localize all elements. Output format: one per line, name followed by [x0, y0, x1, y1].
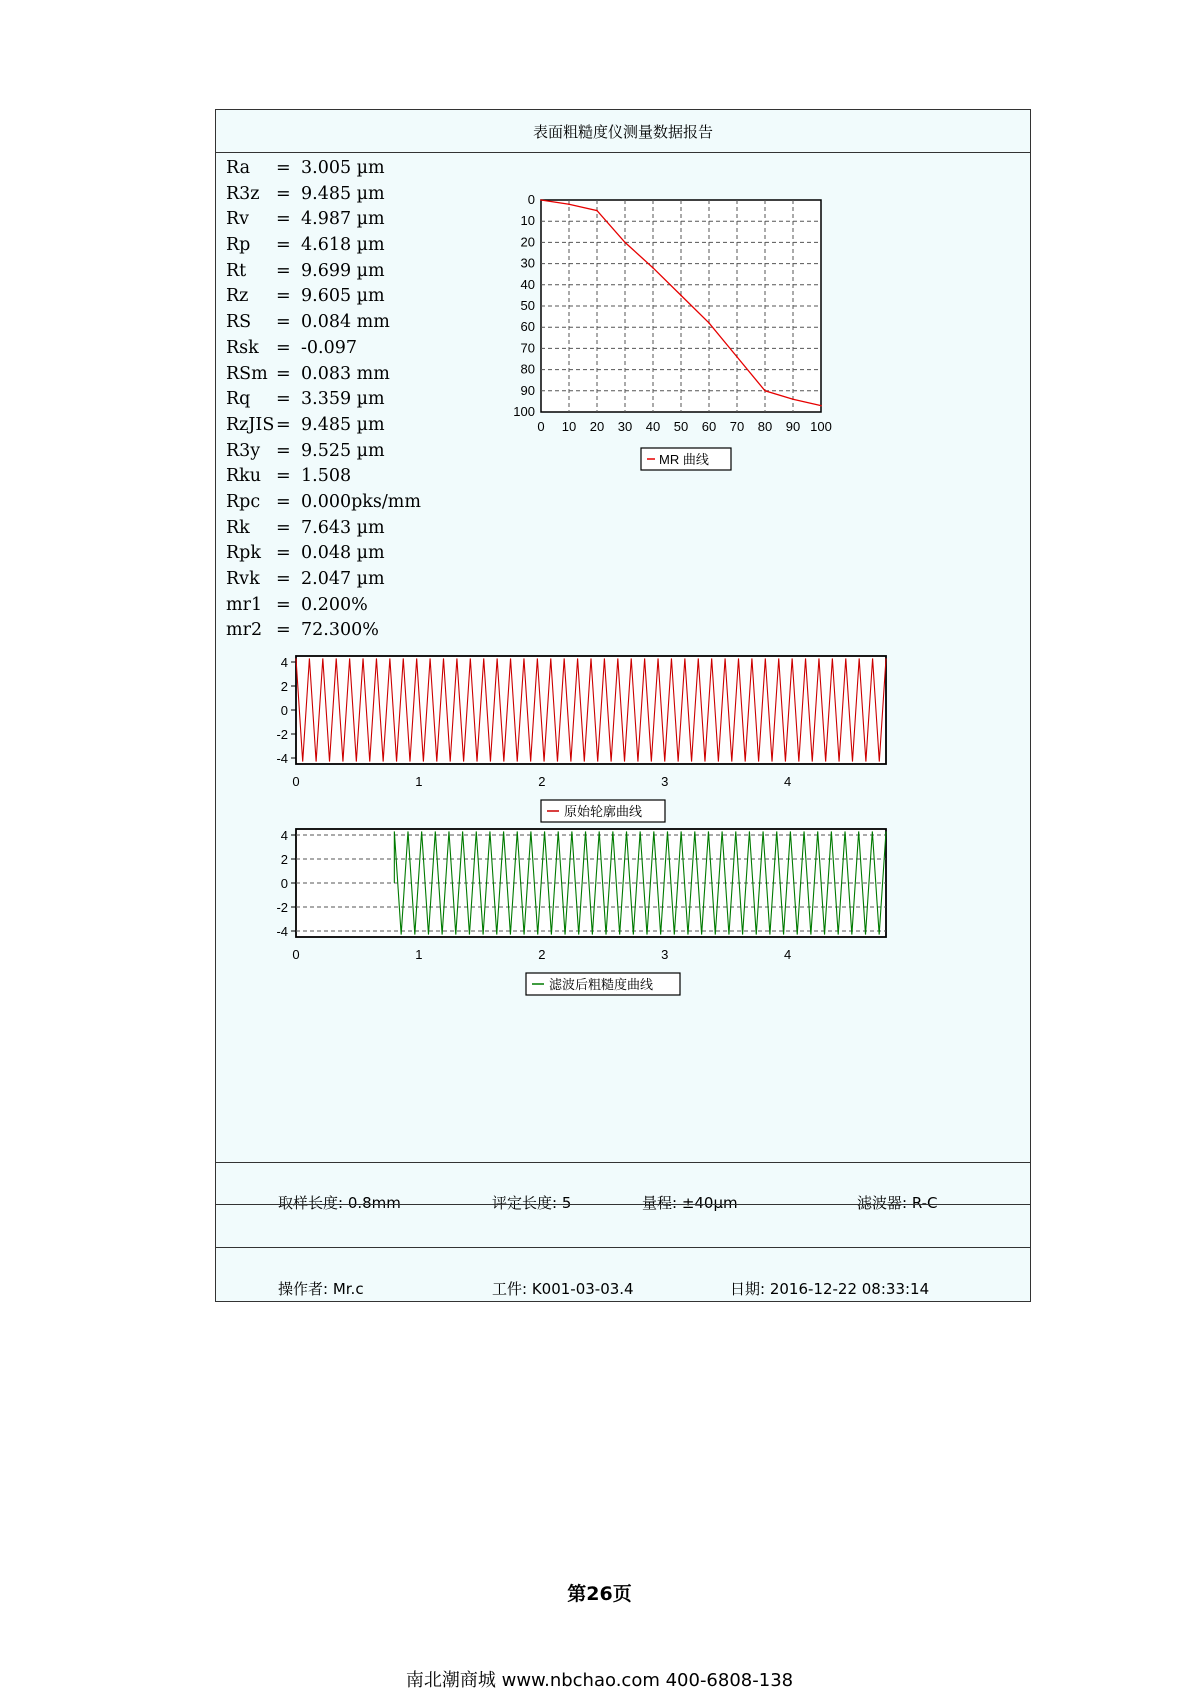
- param-equals: =: [276, 235, 291, 256]
- param-value: 7.643 µm: [301, 517, 385, 538]
- param-equals: =: [276, 543, 291, 564]
- raw-x-tick-label: 0: [292, 774, 300, 789]
- mr-data-point: [540, 199, 542, 201]
- mr-x-tick-label: 70: [729, 419, 745, 434]
- mr-y-tick-label: 30: [520, 255, 535, 271]
- param-value: 0.048 µm: [301, 543, 385, 564]
- param-equals: =: [276, 158, 291, 178]
- param-value: 9.485 µm: [301, 414, 385, 435]
- measurement-range: 量程: ±40µm: [642, 1194, 738, 1212]
- raw-x-tick-label: 1: [415, 774, 423, 789]
- raw-y-tick-label: 2: [280, 679, 288, 694]
- mr-y-tick-label: 90: [520, 382, 535, 398]
- raw-y-tick-label: 0: [280, 703, 288, 718]
- mr-y-tick-label: 10: [520, 213, 535, 229]
- mr-data-point: [820, 405, 822, 407]
- raw-x-tick-label: 4: [784, 774, 792, 789]
- param-equals: =: [276, 260, 291, 281]
- filtered-roughness-chart: [266, 824, 866, 994]
- filtered-legend-label: 滤波后粗糙度曲线: [549, 977, 654, 992]
- title-divider: [216, 152, 1030, 153]
- param-equals: =: [276, 209, 291, 230]
- mr-y-tick-label: 100: [513, 404, 535, 419]
- mr-x-tick-label: 60: [701, 419, 717, 434]
- mr-x-tick-label: 40: [645, 419, 661, 434]
- param-value: 3.359 µm: [301, 389, 385, 410]
- raw-y-tick-label: -4: [276, 751, 288, 766]
- mr-x-tick-label: 80: [757, 419, 773, 434]
- mr-x-tick-label: 100: [810, 419, 832, 434]
- param-equals: =: [276, 517, 291, 538]
- filtered-y-tick-label: -4: [276, 924, 288, 939]
- param-name: Rp: [226, 235, 251, 256]
- mr-data-point: [736, 356, 738, 358]
- param-name: RSm: [226, 363, 268, 384]
- filtered-x-tick-label: 2: [538, 947, 546, 962]
- report-date: 日期: 2016-12-22 08:33:14: [730, 1280, 930, 1298]
- param-name: Rq: [226, 389, 251, 410]
- filter-type: 滤波器: R-C: [857, 1194, 938, 1212]
- mr-y-tick-label: 0: [527, 192, 535, 207]
- param-name: mr2: [226, 620, 263, 641]
- param-equals: =: [276, 286, 291, 307]
- filtered-x-tick-label: 3: [661, 947, 669, 962]
- mr-x-tick-label: 10: [561, 419, 577, 434]
- param-value: 3.005 µm: [301, 158, 385, 178]
- param-equals: =: [276, 363, 291, 384]
- filtered-y-tick-label: -2: [276, 900, 288, 915]
- param-value: 9.605 µm: [301, 286, 385, 307]
- raw-y-tick-label: 4: [280, 655, 288, 670]
- mr-x-tick-label: 50: [673, 419, 689, 434]
- filtered-x-tick-label: 1: [415, 947, 423, 962]
- param-equals: =: [276, 337, 291, 358]
- param-name: RS: [226, 312, 252, 333]
- mr-y-tick-label: 60: [520, 319, 535, 335]
- raw-y-tick-label: -2: [276, 727, 288, 742]
- param-equals: =: [276, 491, 291, 512]
- mr-data-point: [708, 322, 710, 324]
- param-name: Rpk: [226, 543, 261, 564]
- workpiece: 工件: K001-03-03.4: [492, 1280, 634, 1298]
- param-value: 0.200%: [301, 594, 368, 615]
- mr-y-tick-label: 20: [520, 234, 535, 250]
- param-value: -0.097: [301, 337, 358, 358]
- param-equals: =: [276, 440, 291, 461]
- mr-curve-chart: [506, 190, 832, 467]
- mr-data-point: [792, 398, 794, 400]
- raw-x-tick-label: 2: [538, 774, 546, 789]
- param-value: 9.699 µm: [301, 260, 385, 281]
- mr-data-point: [652, 267, 654, 269]
- mr-y-tick-label: 70: [520, 340, 535, 356]
- mr-x-tick-label: 30: [617, 419, 633, 434]
- param-value: 9.485 µm: [301, 183, 385, 204]
- raw-x-tick-label: 3: [661, 774, 669, 789]
- param-value: 0.083 mm: [301, 363, 390, 384]
- filtered-x-tick-label: 0: [292, 947, 300, 962]
- mr-data-point: [624, 242, 626, 244]
- param-equals: =: [276, 389, 291, 410]
- sampling-length: 取样长度: 0.8mm: [278, 1194, 401, 1212]
- param-value: 4.987 µm: [301, 209, 385, 230]
- page-number: 第26页: [567, 1583, 632, 1605]
- mr-legend-label: MR 曲线: [659, 452, 709, 467]
- param-name: R3y: [226, 440, 261, 461]
- filtered-y-tick-label: 4: [280, 828, 288, 843]
- footer-divider-3: [216, 1247, 1030, 1248]
- filtered-y-tick-label: 0: [280, 876, 288, 891]
- mr-y-tick-label: 80: [520, 361, 535, 377]
- param-value: 4.618 µm: [301, 235, 385, 256]
- param-name: Rvk: [226, 569, 260, 589]
- param-name: Rk: [226, 517, 250, 538]
- param-value: 0.084 mm: [301, 312, 390, 333]
- param-value: 72.300%: [301, 620, 379, 641]
- mr-x-tick-label: 90: [785, 419, 801, 434]
- param-name: Rsk: [226, 337, 259, 358]
- param-equals: =: [276, 620, 291, 641]
- param-value: 9.525 µm: [301, 440, 385, 461]
- param-equals: =: [276, 414, 291, 435]
- mr-y-tick-label: 50: [520, 298, 535, 313]
- mr-data-point: [568, 203, 570, 205]
- mr-x-tick-label: 20: [589, 419, 605, 434]
- param-equals: =: [276, 594, 291, 615]
- mr-data-point: [680, 295, 682, 297]
- mr-x-tick-label: 0: [537, 419, 545, 434]
- footer-divider-2: [216, 1204, 1030, 1205]
- filtered-x-tick-label: 4: [784, 947, 792, 962]
- param-name: R3z: [226, 183, 260, 204]
- param-name: mr1: [226, 594, 263, 615]
- param-name: RzJIS: [226, 414, 275, 435]
- param-name: Rpc: [226, 491, 261, 512]
- param-equals: =: [276, 466, 291, 487]
- operator: 操作者: Mr.c: [278, 1280, 364, 1298]
- report-frame: [215, 109, 1031, 1302]
- raw-legend-label: 原始轮廓曲线: [564, 804, 643, 819]
- param-equals: =: [276, 183, 291, 204]
- evaluation-length: 评定长度: 5: [492, 1194, 572, 1212]
- param-equals: =: [276, 569, 291, 589]
- mr-data-point: [764, 390, 766, 392]
- site-footer: 南北潮商城 www.nbchao.com 400-6808-138: [405, 1670, 794, 1691]
- param-equals: =: [276, 312, 291, 333]
- footer-divider-1: [216, 1162, 1030, 1163]
- param-name: Rz: [226, 286, 249, 307]
- param-value: 2.047 µm: [301, 569, 385, 589]
- param-name: Rv: [226, 209, 250, 230]
- filtered-y-tick-label: 2: [280, 852, 288, 867]
- param-value: 0.000pks/mm: [301, 491, 421, 512]
- param-name: Rku: [226, 466, 262, 487]
- report-title: 表面粗糙度仪测量数据报告: [532, 123, 713, 141]
- param-value: 1.508: [301, 466, 352, 487]
- mr-data-point: [596, 210, 598, 212]
- param-name: Rt: [226, 260, 247, 281]
- raw-profile-chart: [266, 651, 866, 821]
- param-name: Ra: [226, 158, 251, 178]
- mr-y-tick-label: 40: [520, 276, 535, 292]
